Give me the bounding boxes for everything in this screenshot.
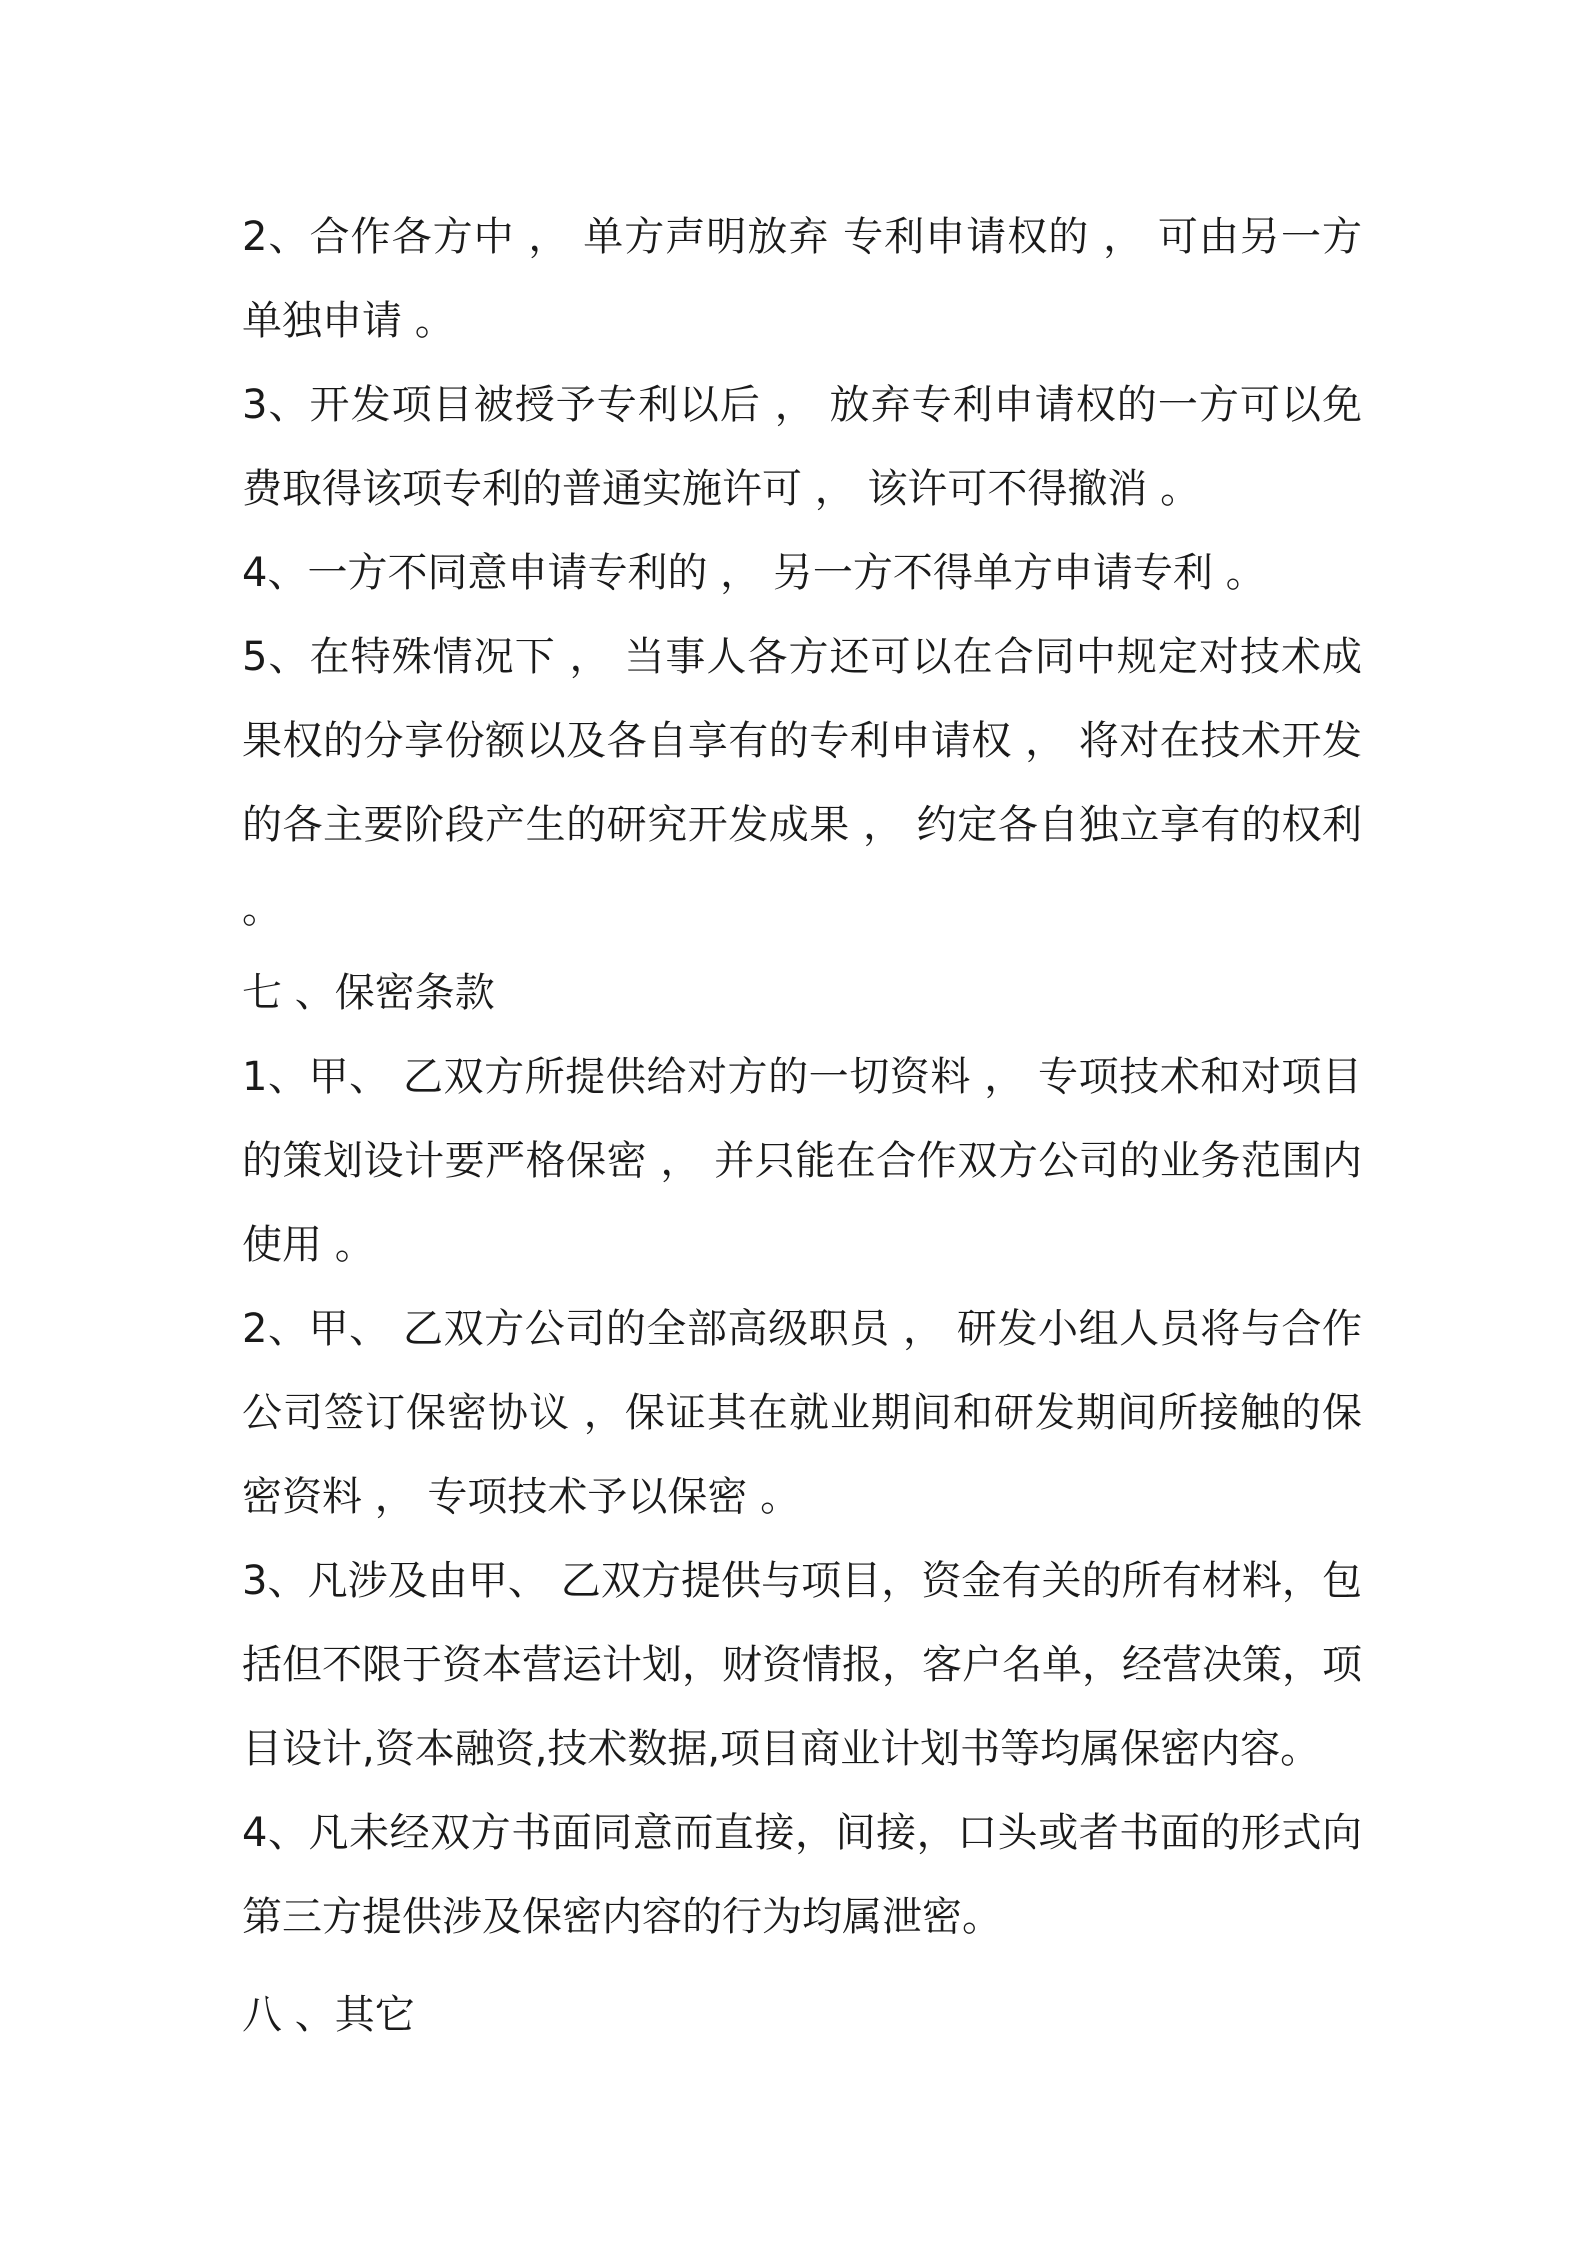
confidentiality-clause-2: 2、甲、 乙双方公司的全部高级职员 ， 研发小组人员将与合作公司签订保密协议 ，保证其在就业期间和研发期间所接触的保密资料 ， 专项技术予以保密 。 [242,1306,1362,1520]
clause-3-free-license: 3、开发项目被授予专利以后 ， 放弃专利申请权的一方可以免费取得该项专利的普通实施许可 ， 该许可不得撤消 。 [242,382,1362,512]
section-heading-confidentiality: 七 、保密条款 [242,970,495,1016]
section-heading-other: 八 、其它 [242,1992,415,2038]
confidentiality-clause-1: 1、甲、 乙双方所提供给对方的一切资料 ， 专项技术和对项目的策划设计要严格保密 ， 并只能在合作双方公司的业务范围内使用 。 [242,1054,1362,1268]
confidentiality-clause-4: 4、凡未经双方书面同意而直接，间接，口头或者书面的形式向第三方提供涉及保密内容的行为均属泄密。 [242,1810,1362,1940]
confidentiality-clause-3: 3、凡涉及由甲、 乙双方提供与项目，资金有关的所有材料，包括但不限于资本营运计划，财资情报，客户名单，经营决策，项目设计,资本融资,技术数据,项目商业计划书等均属保密内容。 [242,1558,1362,1772]
clause-4-no-unilateral-patent: 4、一方不同意申请专利的 ， 另一方不得单方申请专利 。 [242,550,1266,596]
clause-5-special-cases: 5、在特殊情况下 ， 当事人各方还可以在合同中规定对技术成果权的分享份额以及各自享有的专利申请权 ， 将对在技术开发的各主要阶段产生的研究开发成果 ， 约定各自独立享有的权利 。 [242,634,1375,932]
document-body [242,195,1375,2057]
clause-2-patent-waiver: 2、合作各方中 ， 单方声明放弃 专利申请权的 ， 可由另一方单独申请 。 [242,214,1362,344]
